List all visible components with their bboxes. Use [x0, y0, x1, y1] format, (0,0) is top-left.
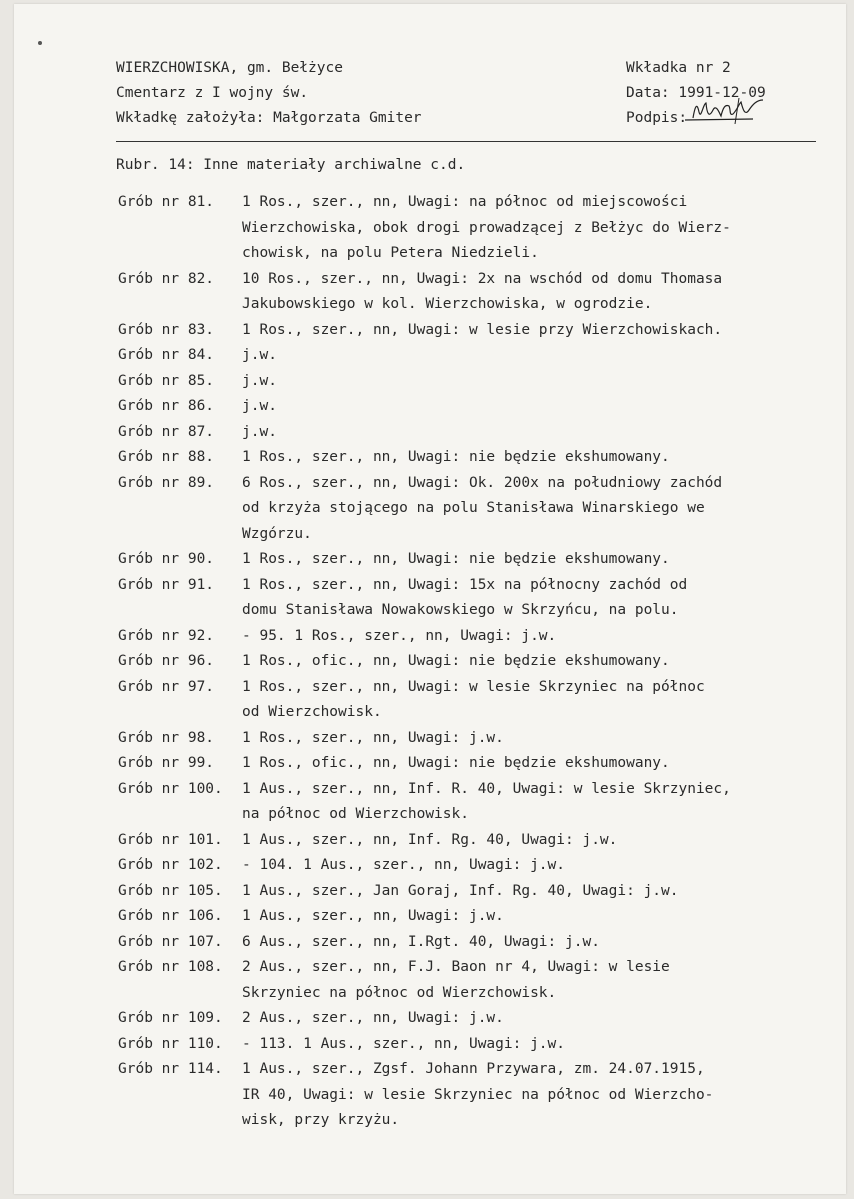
grave-entry: [118, 573, 838, 624]
header-author: Wkładkę założyła: Małgorzata Gmiter: [116, 110, 422, 126]
grave-number: Grób nr 101.: [118, 831, 223, 848]
grave-number: Grób nr 96.: [118, 653, 215, 669]
grave-description: 1 Ros., ofic., nn, Uwagi: nie będzie ekshumowany.: [242, 755, 670, 771]
section-title: Rubr. 14: Inne materiały archiwalne c.d.: [116, 157, 466, 173]
grave-description: - 95. 1 Ros., szer., nn, Uwagi: j.w.: [242, 627, 557, 644]
grave-number: Grób nr 102.: [118, 857, 223, 873]
grave-description: 1 Ros., szer., nn, Uwagi: w lesie przy Wierzchowiskach.: [242, 321, 723, 338]
grave-entry: [118, 828, 838, 854]
grave-number: Grób nr 114.: [118, 1061, 223, 1077]
grave-list: [118, 190, 838, 1134]
grave-number: Grób nr 110.: [118, 1035, 223, 1052]
grave-number: Grób nr 92.: [118, 627, 215, 644]
grave-entry: [118, 904, 838, 930]
grave-entry: [118, 420, 838, 446]
header-right: [626, 56, 787, 131]
grave-entry: [118, 343, 838, 369]
grave-entry: [118, 777, 838, 828]
grave-entry: [118, 955, 838, 1006]
grave-description: 1 Ros., ofic., nn, Uwagi: nie będzie ekshumowany.: [242, 653, 670, 669]
date-value: 1991-12-09: [678, 85, 766, 101]
grave-number: Grób nr 109.: [118, 1010, 223, 1026]
grave-description: 1 Aus., szer., nn, Inf. R. 40, Uwagi: w lesie Skrzyniec, na północ od Wierzchowisk.: [242, 780, 731, 822]
grave-number: Grób nr 98.: [118, 729, 215, 746]
grave-number: Grób nr 86.: [118, 398, 215, 414]
header-cemetery: Cmentarz z I wojny św.: [116, 85, 309, 101]
grave-description: - 113. 1 Aus., szer., nn, Uwagi: j.w.: [242, 1035, 566, 1052]
grave-number: Grób nr 83.: [118, 321, 215, 338]
handwritten-signature: [687, 106, 787, 126]
grave-entry: [118, 1032, 838, 1058]
grave-number: Grób nr 107.: [118, 933, 223, 950]
grave-description: 1 Ros., szer., nn, Uwagi: j.w.: [242, 729, 504, 746]
grave-entry: [118, 471, 838, 548]
grave-description: j.w.: [242, 423, 277, 440]
grave-description: j.w.: [242, 347, 277, 363]
grave-description: j.w.: [242, 398, 277, 414]
grave-entry: [118, 1006, 838, 1032]
grave-entry: [118, 879, 838, 905]
header-rule: [116, 141, 816, 142]
header-left: [116, 56, 422, 131]
grave-number: Grób nr 99.: [118, 755, 215, 771]
grave-description: 1 Ros., szer., nn, Uwagi: w lesie Skrzyniec na północ od Wierzchowisk.: [242, 678, 705, 720]
insert-number: Wkładka nr 2: [626, 60, 731, 76]
grave-entry: [118, 369, 838, 395]
signature-label: Podpis:: [626, 110, 688, 126]
grave-number: Grób nr 91.: [118, 576, 215, 593]
grave-description: - 104. 1 Aus., szer., nn, Uwagi: j.w.: [242, 857, 566, 873]
grave-entry: [118, 675, 838, 726]
grave-description: 1 Aus., szer., Jan Goraj, Inf. Rg. 40, Uwagi: j.w.: [242, 882, 679, 899]
date-label: Data:: [626, 85, 670, 101]
grave-description: 1 Aus., szer., nn, Uwagi: j.w.: [242, 908, 504, 924]
grave-entry: [118, 649, 838, 675]
grave-description: 6 Ros., szer., nn, Uwagi: Ok. 200x na południowy zachód od krzyża stojącego na polu Stanisława Winarskiego we Wzgórzu.: [242, 474, 723, 542]
grave-entry: [118, 445, 838, 471]
grave-entry: [118, 190, 838, 267]
grave-description: 1 Ros., szer., nn, Uwagi: nie będzie ekshumowany.: [242, 449, 670, 465]
grave-number: Grób nr 100.: [118, 780, 223, 797]
grave-number: Grób nr 88.: [118, 449, 215, 465]
grave-entry: [118, 318, 838, 344]
grave-number: Grób nr 106.: [118, 908, 223, 924]
grave-description: 1 Aus., szer., nn, Inf. Rg. 40, Uwagi: j.w.: [242, 831, 618, 848]
grave-entry: [118, 547, 838, 573]
grave-number: Grób nr 85.: [118, 372, 215, 389]
grave-number: Grób nr 97.: [118, 678, 215, 695]
grave-entry: [118, 267, 838, 318]
grave-description: 6 Aus., szer., nn, I.Rgt. 40, Uwagi: j.w.: [242, 933, 600, 950]
grave-number: Grób nr 81.: [118, 194, 215, 210]
grave-number: Grób nr 89.: [118, 474, 215, 491]
grave-entry: [118, 853, 838, 879]
grave-entry: [118, 624, 838, 650]
grave-description: j.w.: [242, 372, 277, 389]
grave-number: Grób nr 84.: [118, 347, 215, 363]
grave-description: 10 Ros., szer., nn, Uwagi: 2x na wschód od domu Thomasa Jakubowskiego w kol. Wierzchowiska, w ogrodzie.: [242, 270, 723, 312]
grave-description: 2 Aus., szer., nn, Uwagi: j.w.: [242, 1010, 504, 1026]
grave-entry: [118, 751, 838, 777]
grave-entry: [118, 930, 838, 956]
grave-number: Grób nr 87.: [118, 423, 215, 440]
signature-line: [626, 106, 787, 131]
grave-description: 1 Aus., szer., Zgsf. Johann Przywara, zm. 24.07.1915, IR 40, Uwagi: w lesie Skrzyniec na północ od Wierzcho- wisk, przy krzyżu.: [242, 1061, 714, 1128]
grave-description: 1 Ros., szer., nn, Uwagi: nie będzie ekshumowany.: [242, 551, 670, 567]
grave-number: Grób nr 108.: [118, 959, 223, 975]
grave-description: 1 Ros., szer., nn, Uwagi: na północ od miejscowości Wierzchowiska, obok drogi prowadzącej z Bełżyc do Wierz- chowisk, na polu Petera Niedzieli.: [242, 194, 731, 261]
grave-description: 2 Aus., szer., nn, F.J. Baon nr 4, Uwagi: w lesie Skrzyniec na północ od Wierzchowisk.: [242, 959, 670, 1001]
grave-number: Grób nr 105.: [118, 882, 223, 899]
document-page: [14, 4, 846, 1194]
grave-number: Grób nr 90.: [118, 551, 215, 567]
grave-entry: [118, 394, 838, 420]
grave-entry: [118, 1057, 838, 1134]
grave-number: Grób nr 82.: [118, 270, 215, 287]
margin-mark: [38, 41, 42, 45]
header-location: WIERZCHOWISKA, gm. Bełżyce: [116, 60, 343, 76]
grave-description: 1 Ros., szer., nn, Uwagi: 15x na północny zachód od domu Stanisława Nowakowskiego w Skrzyńcu, na polu.: [242, 576, 688, 618]
grave-entry: [118, 726, 838, 752]
